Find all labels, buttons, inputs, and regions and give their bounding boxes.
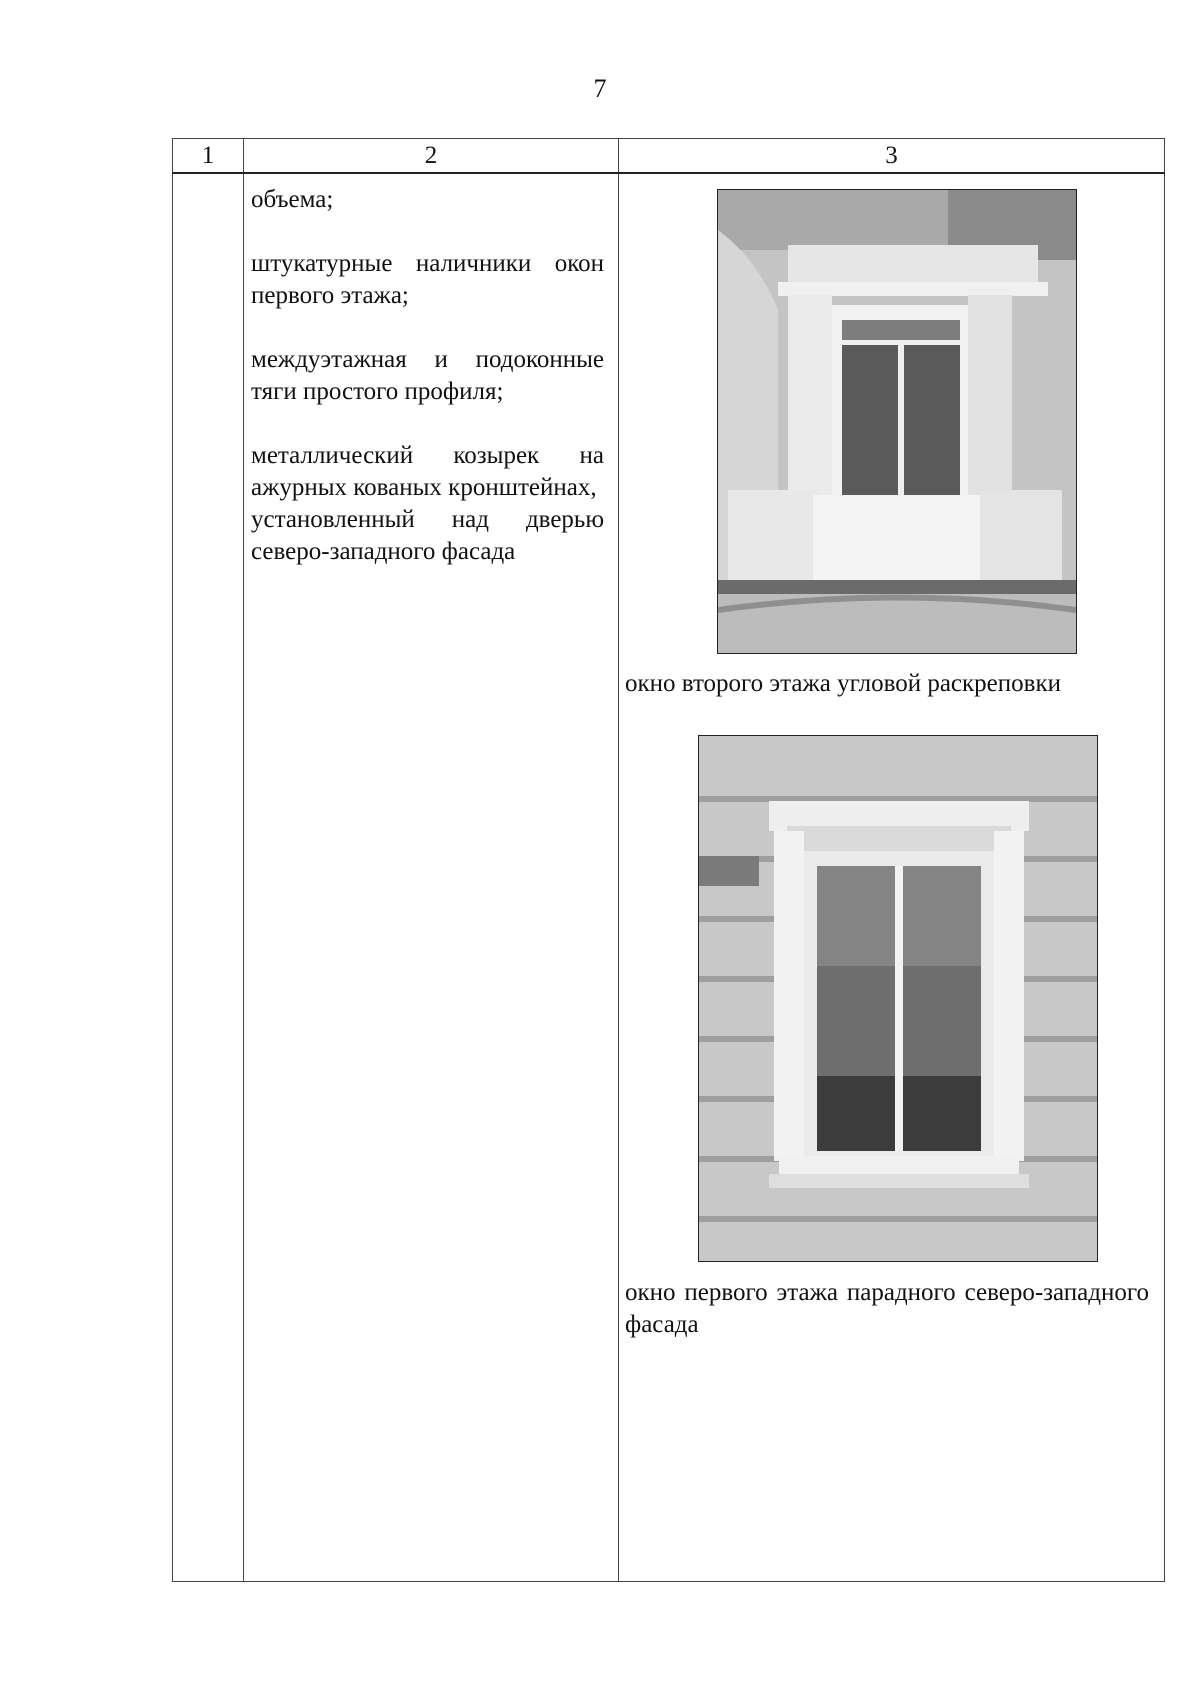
photos-cell [619,173,1165,1582]
window-photo-first-floor [698,735,1098,1262]
column-header-2: 2 [244,139,619,174]
header-row [173,139,1165,174]
feature-item: штукатурные наличники окон первого этажа; [251,250,604,309]
features-cell [244,173,619,1582]
photo-caption: окно первого этажа парадного северо-западного фасада [625,1279,1149,1338]
window-photo-image [699,736,1097,1261]
number-cell [173,173,244,1582]
feature-item: установленный над дверью северо-западного фасада [251,506,604,565]
table-row [173,173,1165,1582]
monument-features-table [172,138,1165,1582]
window-photo-second-floor [717,189,1077,654]
feature-item: объема; [251,186,334,213]
photo-caption: окно второго этажа угловой раскреповки [625,670,1061,697]
feature-item: металлический козырек на ажурных кованых кронштейнах, [251,442,604,501]
column-header-1: 1 [173,139,244,174]
feature-item: междуэтажная и подоконные тяги простого профиля; [251,346,604,405]
window-photo-image [718,190,1076,653]
column-header-3: 3 [619,139,1165,174]
page-number: 7 [593,74,607,103]
